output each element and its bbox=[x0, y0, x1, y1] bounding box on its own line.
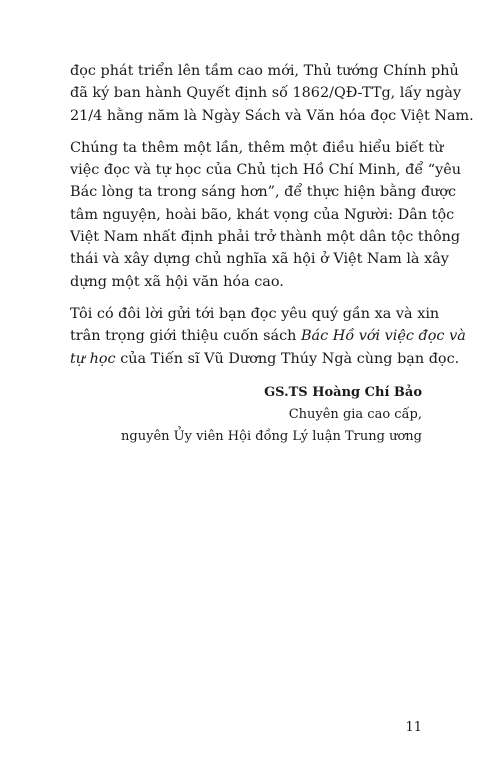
text-line: việc đọc và tự học của Chủ tịch Hồ Chí Minh, để “yêu bbox=[70, 162, 462, 179]
text-line: đọc phát triển lên tầm cao mới, Thủ tướng Chính phủ bbox=[70, 63, 459, 79]
text-line bbox=[70, 325, 466, 347]
text-run: trân trọng giới thiệu cuốn sách bbox=[70, 328, 301, 345]
text-line: Bác lòng ta trong sáng hơn”, để thực hiện bằng được bbox=[70, 184, 457, 201]
text-line: dựng một xã hội văn hóa cao. bbox=[70, 273, 284, 290]
paragraph-3 bbox=[70, 303, 466, 370]
text-line: Chúng ta thêm một lần, thêm một điều hiểu biết từ bbox=[70, 139, 444, 156]
author-title: Chuyên gia cao cấp, bbox=[288, 406, 422, 422]
text-run: của Tiến sĩ Vũ Dương Thúy Ngà cùng bạn đọc. bbox=[115, 350, 460, 367]
author-role: nguyên Ủy viên Hội đồng Lý luận Trung ương bbox=[121, 428, 422, 444]
paragraph-2 bbox=[70, 137, 462, 293]
paragraph-1 bbox=[70, 60, 474, 127]
book-title-part-1: Bác Hồ với việc đọc và bbox=[300, 328, 466, 345]
book-title-part-2: tự học bbox=[70, 350, 116, 367]
text-line bbox=[70, 348, 460, 370]
signature-block bbox=[70, 382, 422, 448]
page-number: 11 bbox=[405, 720, 422, 735]
text-line: tâm nguyện, hoài bão, khát vọng của Người: Dân tộc bbox=[70, 206, 455, 223]
text-line: đã ký ban hành Quyết định số 1862/QĐ-TTg, lấy ngày bbox=[70, 85, 462, 102]
text-line: 21/4 hằng năm là Ngày Sách và Văn hóa đọc Việt Nam. bbox=[70, 107, 474, 124]
text-line: thái và xây dựng chủ nghĩa xã hội ở Việt Nam là xây bbox=[70, 251, 449, 268]
text-line: Việt Nam nhất định phải trở thành một dân tộc thông bbox=[70, 229, 461, 246]
text-line: Tôi có đôi lời gửi tới bạn đọc yêu quý gần xa và xin bbox=[70, 305, 440, 322]
page-content bbox=[70, 60, 474, 448]
author-name: GS.TS Hoàng Chí Bảo bbox=[264, 384, 422, 400]
